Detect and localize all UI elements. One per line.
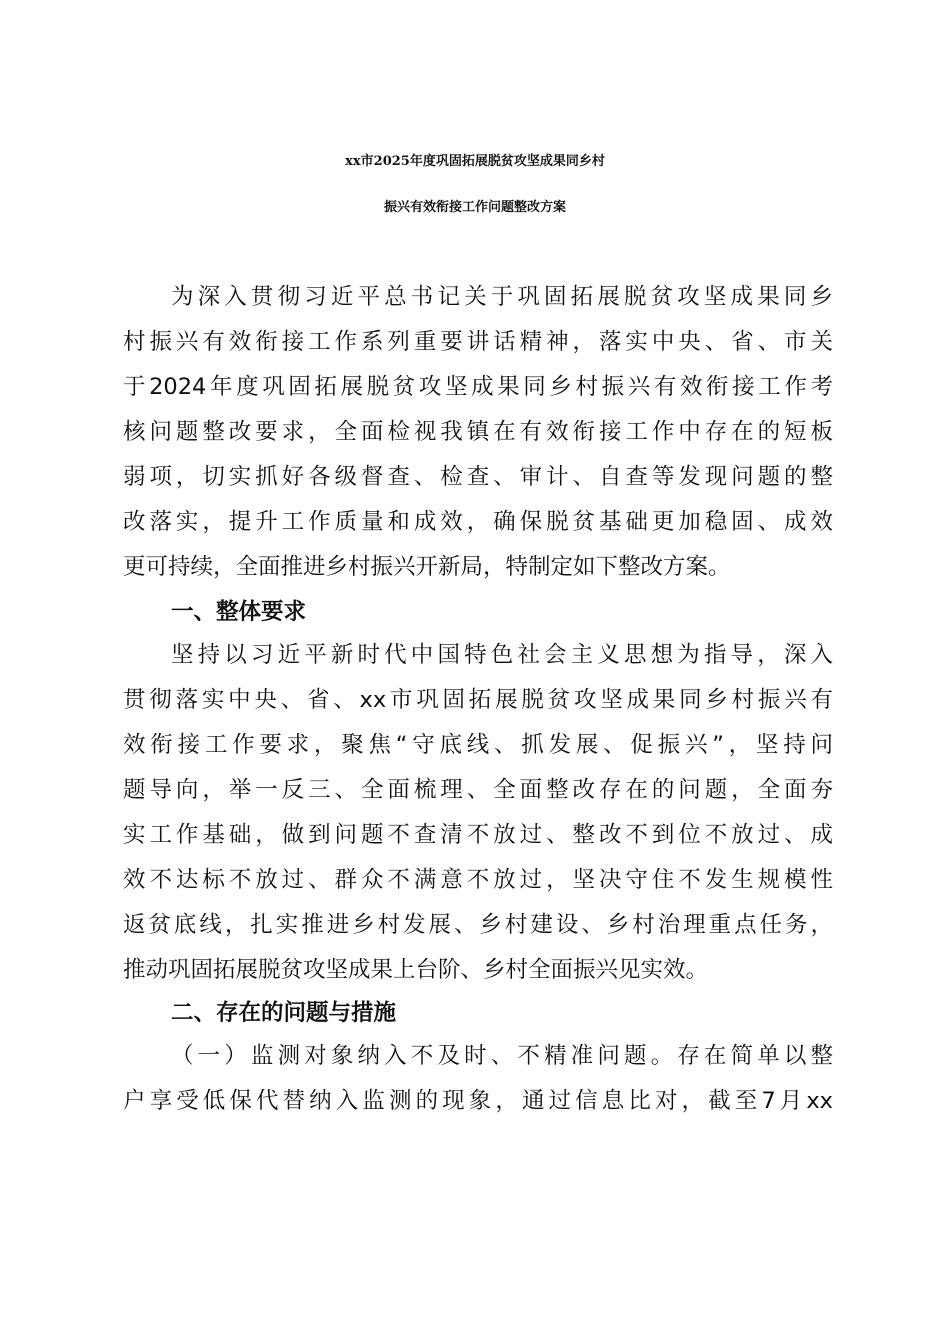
section2-paragraph-line: （一）监测对象纳入不及时、不精准问题。存在简单以整 [171,1043,833,1069]
section1-paragraph-line: 坚持以习近平新时代中国特色社会主义思想为指导，深入 [171,642,833,668]
intro-paragraph-line: 于2024年度巩固拓展脱贫攻坚成果同乡村振兴有效衔接工作考 [123,374,833,400]
intro-paragraph-line: 为深入贯彻习近平总书记关于巩固拓展脱贫攻坚成果同乡 [171,284,833,310]
document-title-line-1: xx市2025年度巩固拓展脱贫攻坚成果同乡村 [345,154,605,169]
section1-paragraph-line: 返贫底线，扎实推进乡村发展、乡村建设、乡村治理重点任务， [123,912,833,938]
intro-paragraph-line: 弱项，切实抓好各级督查、检查、审计、自查等发现问题的整 [123,464,833,490]
section1-paragraph-line: 效不达标不放过、群众不满意不放过，坚决守住不发生规模性 [123,867,833,893]
section-heading-problems-and-measures: 二、存在的问题与措施 [171,1000,397,1026]
intro-paragraph-line: 更可持续，全面推进乡村振兴开新局，特制定如下整改方案。 [123,554,731,580]
section2-paragraph-line: 户享受低保代替纳入监测的现象，通过信息比对，截至7月xx [123,1088,833,1114]
section1-paragraph-line: 题导向，举一反三、全面梳理、全面整改存在的问题，全面夯 [123,777,833,803]
intro-paragraph-line: 核问题整改要求，全面检视我镇在有效衔接工作中存在的短板 [123,419,833,445]
section1-paragraph-line: 推动巩固拓展脱贫攻坚成果上台阶、乡村全面振兴见实效。 [123,957,709,983]
section1-paragraph-line: 贯彻落实中央、省、xx市巩固拓展脱贫攻坚成果同乡村振兴有 [123,687,833,713]
intro-paragraph-line: 村振兴有效衔接工作系列重要讲话精神，落实中央、省、市关 [123,329,833,355]
document-title-line-2: 振兴有效衔接工作问题整改方案 [383,200,566,215]
section1-paragraph-line: 效衔接工作要求，聚焦“守底线、抓发展、促振兴”，坚持问 [123,732,833,758]
section-heading-overall-requirements: 一、整体要求 [171,599,307,625]
section1-paragraph-line: 实工作基础，做到问题不查清不放过、整改不到位不放过、成 [123,822,833,848]
intro-paragraph-line: 改落实，提升工作质量和成效，确保脱贫基础更加稳固、成效 [123,509,833,535]
